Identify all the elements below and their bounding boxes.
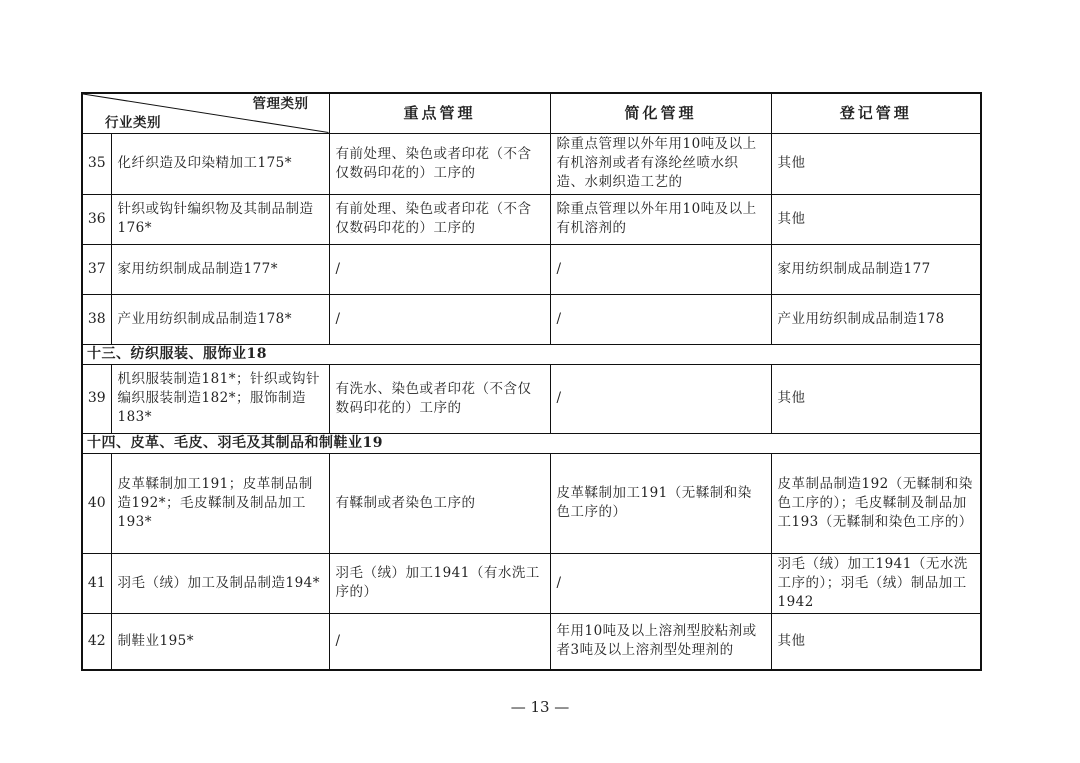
row-number: 40	[82, 453, 111, 553]
registration-management-cell: 其他	[771, 613, 981, 670]
registration-management-header: 登记管理	[771, 93, 981, 133]
row-number: 42	[82, 613, 111, 670]
industry-cell: 皮革鞣制加工191；皮革制品制造192*；毛皮鞣制及制品加工193*	[111, 453, 329, 553]
row-number: 39	[82, 364, 111, 433]
simplified-management-cell: /	[550, 553, 771, 613]
key-management-cell: 有鞣制或者染色工序的	[329, 453, 550, 553]
key-management-cell: /	[329, 613, 550, 670]
simplified-management-cell: 皮革鞣制加工191（无鞣制和染色工序的）	[550, 453, 771, 553]
table-header-row	[82, 93, 981, 133]
industry-cell: 针织或钩针编织物及其制品制造176*	[111, 194, 329, 244]
management-category-label: 管理类别	[252, 96, 309, 112]
key-management-cell: /	[329, 244, 550, 294]
registration-management-cell: 其他	[771, 194, 981, 244]
industry-cell: 产业用纺织制成品制造178*	[111, 294, 329, 344]
table-row	[82, 244, 981, 294]
row-number: 37	[82, 244, 111, 294]
key-management-cell: 有前处理、染色或者印花（不含仅数码印花的）工序的	[329, 133, 550, 194]
industry-cell: 化纤织造及印染精加工175*	[111, 133, 329, 194]
key-management-cell: 有前处理、染色或者印花（不含仅数码印花的）工序的	[329, 194, 550, 244]
key-management-cell: 羽毛（绒）加工1941（有水洗工序的）	[329, 553, 550, 613]
industry-cell: 机织服装制造181*；针织或钩针编织服装制造182*；服饰制造183*	[111, 364, 329, 433]
table-row	[82, 133, 981, 194]
table-row	[82, 613, 981, 670]
table-row	[82, 294, 981, 344]
table-row	[82, 364, 981, 433]
page-number: — 13 —	[510, 698, 570, 716]
row-number: 41	[82, 553, 111, 613]
key-management-cell: 有洗水、染色或者印花（不含仅数码印花的）工序的	[329, 364, 550, 433]
table-row	[82, 553, 981, 613]
registration-management-cell: 其他	[771, 133, 981, 194]
row-number: 36	[82, 194, 111, 244]
simplified-management-cell: 除重点管理以外年用10吨及以上有机溶剂的	[550, 194, 771, 244]
industry-cell: 羽毛（绒）加工及制品制造194*	[111, 553, 329, 613]
row-number: 38	[82, 294, 111, 344]
registration-management-cell: 家用纺织制成品制造177	[771, 244, 981, 294]
registration-management-cell: 皮革制品制造192（无鞣制和染色工序的）；毛皮鞣制及制品加工193（无鞣制和染色工序的）	[771, 453, 981, 553]
simplified-management-cell: /	[550, 244, 771, 294]
diagonal-header-cell	[82, 93, 329, 133]
key-management-header: 重点管理	[329, 93, 550, 133]
registration-management-cell: 羽毛（绒）加工1941（无水洗工序的）；羽毛（绒）制品加工1942	[771, 553, 981, 613]
industry-cell: 家用纺织制成品制造177*	[111, 244, 329, 294]
simplified-management-cell: /	[550, 364, 771, 433]
simplified-management-cell: /	[550, 294, 771, 344]
section-row	[82, 433, 981, 453]
management-table	[81, 92, 982, 671]
registration-management-cell: 产业用纺织制成品制造178	[771, 294, 981, 344]
industry-cell: 制鞋业195*	[111, 613, 329, 670]
section-title: 十四、皮革、毛皮、羽毛及其制品和制鞋业19	[82, 433, 981, 453]
row-number: 35	[82, 133, 111, 194]
industry-category-label: 行业类别	[105, 114, 161, 131]
simplified-management-cell: 年用10吨及以上溶剂型胶粘剂或者3吨及以上溶剂型处理剂的	[550, 613, 771, 670]
table-row	[82, 194, 981, 244]
simplified-management-header: 简化管理	[550, 93, 771, 133]
table-row	[82, 453, 981, 553]
simplified-management-cell: 除重点管理以外年用10吨及以上有机溶剂或者有涤纶丝喷水织造、水刺织造工艺的	[550, 133, 771, 194]
registration-management-cell: 其他	[771, 364, 981, 433]
section-title: 十三、纺织服装、服饰业18	[82, 344, 981, 364]
key-management-cell: /	[329, 294, 550, 344]
section-row	[82, 344, 981, 364]
